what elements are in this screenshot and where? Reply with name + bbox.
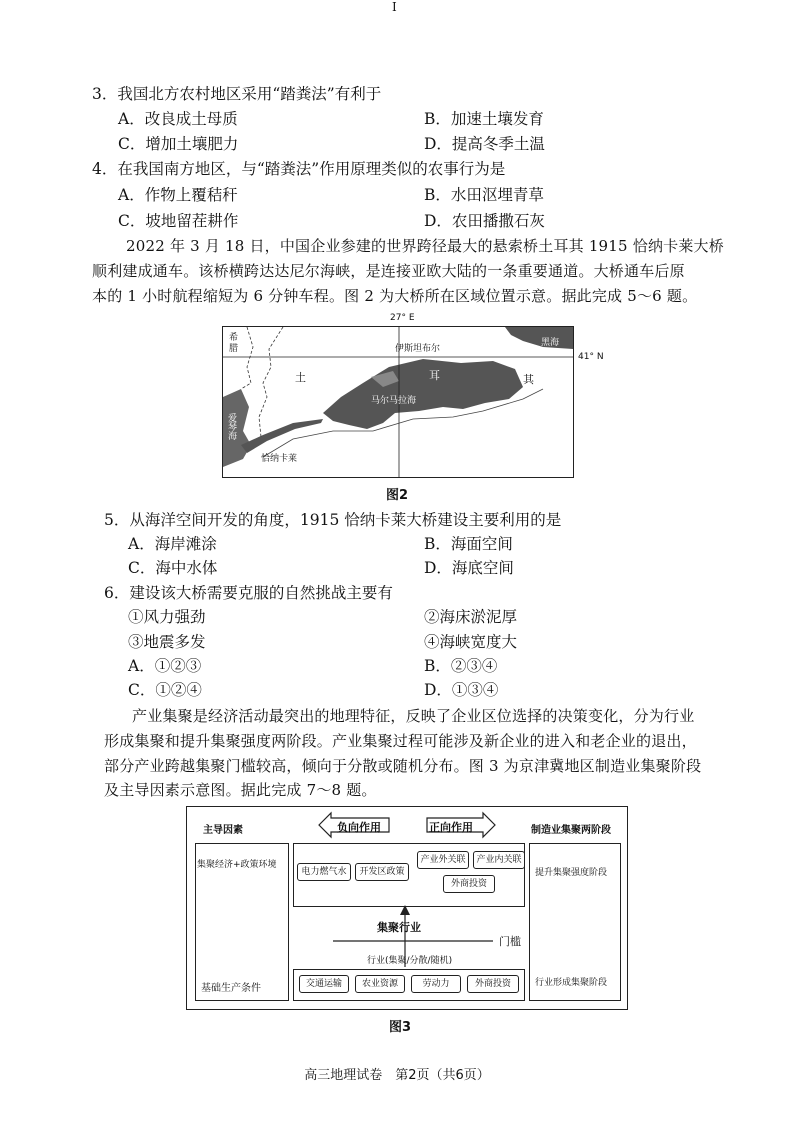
map-label-istanbul: 伊斯坦布尔	[395, 344, 441, 354]
q6-option-c: C．①②④	[128, 681, 202, 699]
map-label-canakkale: 恰纳卡莱	[261, 454, 298, 464]
fig3-bottom-box-2: 农业资源	[355, 975, 405, 993]
q4-option-d: D．农田播撒石灰	[424, 212, 545, 230]
map-label-qi: 其	[523, 373, 534, 386]
map-label-marmara: 马尔马拉海	[371, 396, 417, 406]
black-sea-shape	[505, 327, 573, 349]
fig3-left-top: 集聚经济+政策环境	[197, 860, 277, 870]
q6-option-a: A．①②③	[128, 657, 202, 675]
fig3-top-box-2: 开发区政策	[355, 863, 409, 881]
region-map	[222, 326, 574, 478]
map-label-greece: 希 腊	[229, 333, 239, 354]
page-top-mark: I	[392, 0, 397, 14]
q4-stem: 4．在我国南方地区，与“踏粪法”作用原理类似的农事行为是	[92, 160, 506, 178]
map-latitude-label: 41° N	[578, 352, 604, 362]
passage2-line4: 及主导因素示意图。据此完成 7～8 题。	[104, 781, 377, 799]
q3-option-c: C．增加土壤肥力	[118, 135, 239, 153]
fig3-top-box-1: 电力燃气水	[297, 863, 351, 881]
q6-option-d: D．①③④	[424, 681, 499, 699]
q5-option-d: D．海底空间	[424, 559, 514, 577]
q3-option-d: D．提高冬季土温	[424, 135, 545, 153]
map-label-tu: 土	[295, 371, 306, 384]
q4-option-c: C．坡地留茬耕作	[118, 212, 239, 230]
fig3-bottom-box-4: 外商投资	[467, 975, 519, 993]
fig3-top-box-5: 外商投资	[443, 875, 495, 893]
fig3-threshold-label: 门槛	[499, 935, 521, 948]
dardanelles-strait	[241, 419, 323, 453]
q6-statement-4: ④海峡宽度大	[424, 633, 518, 651]
q3-stem: 3．我国北方农村地区采用“踏粪法”有利于	[92, 85, 382, 103]
fig3-left-title: 主导因素	[203, 825, 243, 836]
map-longitude-label: 27° E	[390, 313, 415, 323]
q4-option-a: A．作物上覆秸秆	[118, 186, 238, 204]
figure3-caption: 图3	[389, 1020, 412, 1035]
passage2-line1: 产业集聚是经济活动最突出的地理特征，反映了企业区位选择的决策变化，分为行业	[132, 707, 695, 725]
q3-option-b: B．加速土壤发育	[424, 110, 544, 128]
passage2-line2: 形成集聚和提升集聚强度两阶段。产业集聚过程可能涉及新企业的进入和老企业的退出，	[104, 732, 697, 750]
passage2-line3: 部分产业跨越集聚门槛较高，倾向于分散或随机分布。图 3 为京津冀地区制造业集聚阶段	[104, 757, 702, 775]
fig3-bottom-box-3: 劳动力	[411, 975, 461, 993]
q6-statement-3: ③地震多发	[128, 633, 206, 651]
fig3-top-box-4: 产业内关联	[473, 851, 525, 869]
q5-option-c: C．海中水体	[128, 559, 218, 577]
q3-option-a: A．改良成土母质	[118, 110, 238, 128]
q4-option-b: B．水田沤埋青草	[424, 186, 544, 204]
page-footer: 高三地理试卷 第2页（共6页）	[304, 1068, 490, 1083]
q6-statement-1: ①风力强劲	[128, 608, 206, 626]
passage1-line1: 2022 年 3 月 18 日，中国企业参建的世界跨径最大的悬索桥土耳其 1915 恰纳卡莱大桥	[126, 237, 724, 255]
q6-stem: 6．建设该大桥需要克服的自然挑战主要有	[104, 584, 393, 602]
fig3-right-top: 提升集聚强度阶段	[535, 868, 608, 878]
fig3-positive-arrow-label: 正向作用	[429, 821, 473, 834]
map-label-er: 耳	[429, 369, 440, 382]
fig3-right-title: 制造业集聚两阶段	[531, 825, 611, 836]
map-label-aegean: 爱琴海	[226, 413, 236, 440]
q5-option-b: B．海面空间	[424, 535, 513, 553]
fig3-distribution-label: 行业(集聚/分散/随机)	[367, 956, 453, 966]
q6-option-b: B．②③④	[424, 657, 498, 675]
fig3-negative-arrow-label: 负向作用	[337, 821, 381, 834]
fig3-bottom-box-1: 交通运输	[299, 975, 349, 993]
passage1-line3: 本的 1 小时航程缩短为 6 分钟车程。图 2 为大桥所在区域位置示意。据此完成 5～6 题。	[92, 287, 698, 305]
q5-option-a: A．海岸滩涂	[128, 535, 217, 553]
fig3-mid-label: 集聚行业	[377, 921, 421, 934]
q5-stem: 5．从海洋空间开发的角度，1915 恰纳卡莱大桥建设主要利用的是	[104, 511, 562, 529]
figure3-diagram	[186, 806, 628, 1010]
fig3-right-bottom: 行业形成集聚阶段	[535, 978, 608, 988]
q6-statement-2: ②海床淤泥厚	[424, 608, 518, 626]
fig3-top-box-3: 产业外关联	[417, 851, 469, 869]
map-label-black-sea: 黑海	[541, 338, 560, 348]
figure2-caption: 图2	[386, 488, 409, 503]
passage1-line2: 顺利建成通车。该桥横跨达达尼尔海峡，是连接亚欧大陆的一条重要通道。大桥通车后原	[92, 262, 685, 280]
fig3-left-bottom: 基础生产条件	[201, 983, 261, 994]
